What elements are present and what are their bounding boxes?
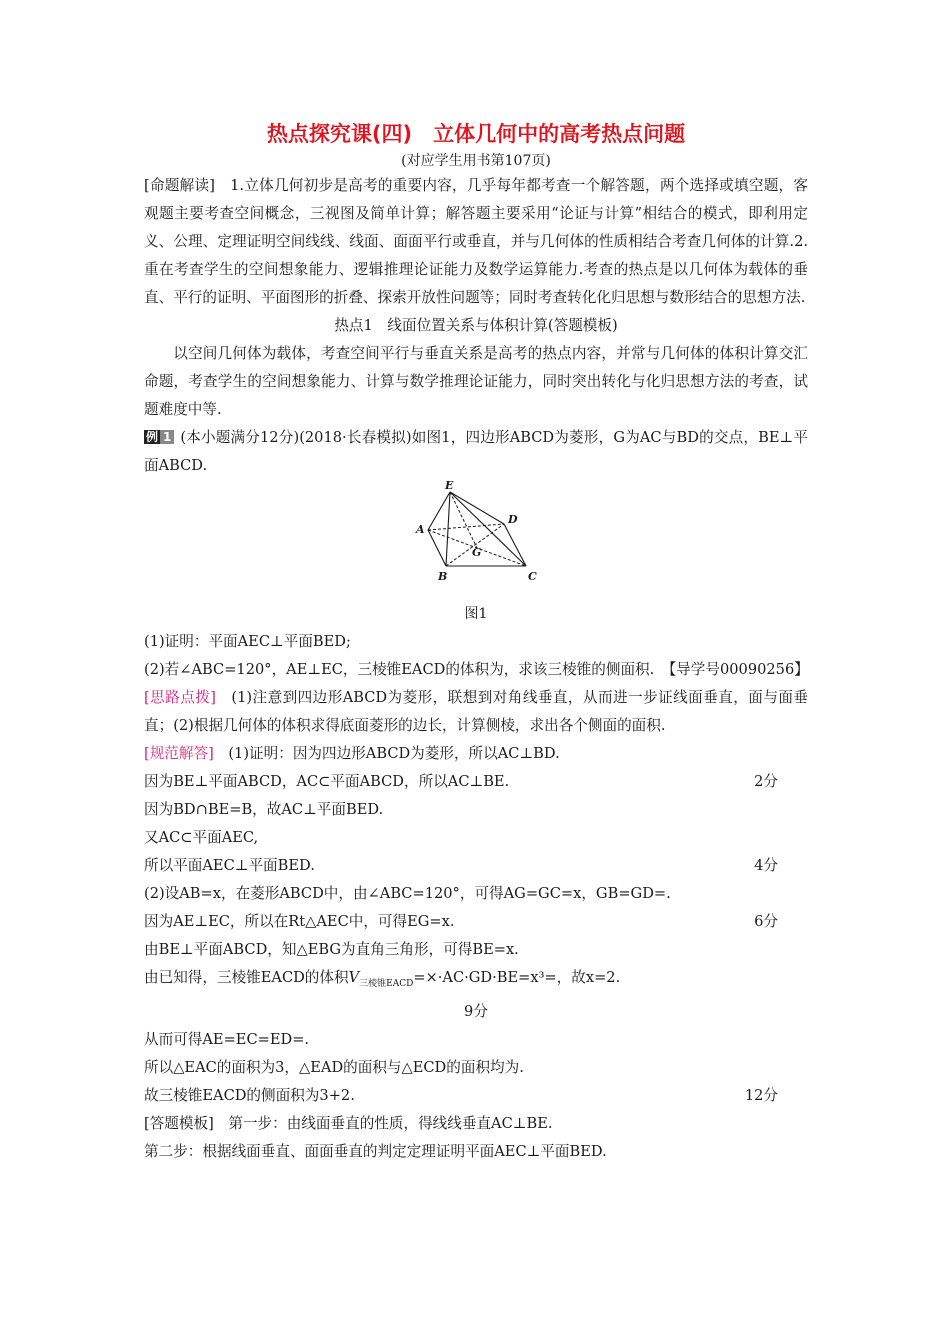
example-text: (本小题满分12分)(2018·长春模拟)如图1，四边形ABCD为菱形，G为AC与BD的交点，BE⊥平面ABCD.: [144, 429, 808, 474]
figure-1: [144, 480, 808, 600]
hot1-description: 以空间几何体为载体，考查空间平行与垂直关系是高考的热点内容，并常与几何体的体积计算交汇命题，考查学生的空间想象能力、计算与数学推理论证能力，同时突出转化与化归思想方法的考查，试题难度中等.: [144, 345, 808, 418]
page-title: 热点探究课(四) 立体几何中的高考热点问题: [266, 122, 686, 146]
solution-line: 因为BD∩BE=B，故AC⊥平面BED.: [144, 801, 384, 818]
solution-line: 因为BE⊥平面ABCD，AC⊂平面ABCD，所以AC⊥BE. 2分: [144, 773, 778, 790]
label-d: D: [508, 513, 518, 526]
template-step-2: 第二步：根据线面垂直、面面垂直的判定定理证明平面AEC⊥平面BED.: [144, 1142, 607, 1160]
hot1-heading: 热点1 线面位置关系与体积计算(答题模板): [334, 317, 618, 334]
solution-line: 故三棱锥EACD的侧面积为3+2. 12分: [144, 1086, 778, 1104]
question-2: (2)若∠ABC=120°，AE⊥EC，三棱锥EACD的体积为，求该三棱锥的侧面积. 【导学号00090256】: [144, 661, 809, 678]
label-b: B: [438, 570, 448, 583]
page-reference: (对应学生用书第107页): [401, 153, 551, 169]
hint-paragraph: [144, 684, 808, 740]
solution-line: 所以△EAC的面积为3，△EAD的面积与△ECD的面积均为.: [144, 1058, 524, 1076]
solution-tag: [规范解答]: [144, 745, 214, 762]
label-e: E: [445, 480, 454, 492]
solution-line: 因为AE⊥EC，所以在Rt△AEC中，可得EG=x. 6分: [144, 913, 778, 930]
question-1: (1)证明：平面AEC⊥平面BED;: [144, 633, 351, 650]
template-step-1: [答题模板] 第一步：由线面垂直的性质，得线线垂直AC⊥BE.: [144, 1114, 553, 1132]
solution-line: 由BE⊥平面ABCD，知△EBG为直角三角形，可得BE=x.: [144, 941, 519, 958]
solution-line: (2)设AB=x，在菱形ABCD中，由∠ABC=120°，可得AG=GC=x，GB=GD=.: [144, 885, 671, 902]
template-tag: [答题模板]: [144, 1114, 214, 1132]
hint-tag: [思路点拨]: [144, 689, 216, 706]
solution-line: 又AC⊂平面AEC,: [144, 829, 259, 846]
label-c: C: [528, 570, 537, 583]
document-page: [144, 118, 808, 1166]
label-g: G: [472, 546, 482, 559]
example-badge: 例 1: [144, 429, 174, 445]
label-a: A: [416, 523, 425, 536]
score-9: 9分: [464, 1002, 488, 1020]
solution-line: 所以平面AEC⊥平面BED. 4分: [144, 857, 778, 874]
figure-caption: 图1: [464, 606, 488, 622]
solution-first-line: [规范解答] (1)证明：因为四边形ABCD为菱形，所以AC⊥BD.: [144, 745, 560, 762]
intro-paragraph: [命题解读] 1.立体几何初步是高考的重要内容，几乎每年都考查一个解答题，两个选择或填空题，客观题主要考查空间概念，三视图及简单计算；解答题主要采用“论证与计算”相结合的模式，即利用定义、公理、定理证明空间线线、线面、面面平行或垂直，并与几何体的性质相结合考查几何体的计算.2.重在考查学生的空间想象能力、逻辑推理论证能力及数学运算能力.考查的热点是以几何体为载体的垂直、平行的证明、平面图形的折叠、探索开放性问题等；同时考查转化化归思想与数形结合的思想方法.: [144, 177, 808, 306]
example-1: [144, 424, 808, 480]
rhombus-pyramid-diagram: [410, 480, 542, 588]
hint-text: (1)注意到四边形ABCD为菱形，联想到对角线垂直，从而进一步证线面垂直，面与面垂直；(2)根据几何体的体积求得底面菱形的边长，计算侧棱，求出各个侧面的面积.: [144, 689, 808, 734]
solution-line: 从而可得AE=EC=ED=.: [144, 1030, 310, 1048]
volume-line: 由已知得，三棱锥EACD的体积$V_{三棱锥EACD}=\times\cdot AC\cdot GD\cdot BE=x^3=$，故x=2.: [144, 969, 621, 989]
